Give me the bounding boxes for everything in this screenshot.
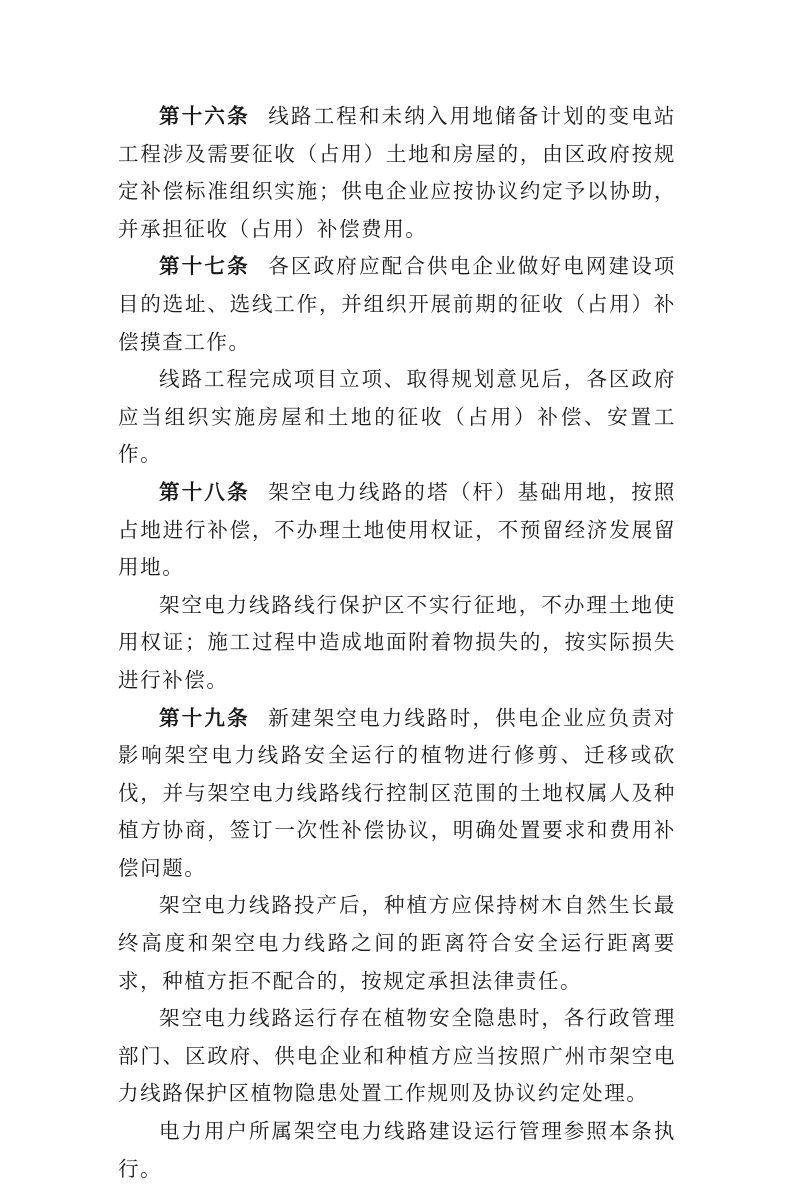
- article-17-text-2: 线路工程完成项目立项、取得规划意见后，各区政府应当组织实施房屋和土地的征收（占用）补偿、安置工作。: [118, 367, 676, 467]
- article-19-text-4: 电力用户所属架空电力线路建设运行管理参照本条执行。: [118, 1119, 676, 1181]
- article-19-title: 第十九条: [159, 705, 250, 730]
- article-19-paragraph-2: [118, 887, 676, 1000]
- article-17-paragraph-1: [118, 248, 676, 361]
- article-18-title: 第十八条: [159, 479, 250, 504]
- document-page: [118, 98, 676, 1188]
- article-17-paragraph-2: [118, 361, 676, 474]
- article-19-paragraph-1: [118, 700, 676, 888]
- article-19-paragraph-4: [118, 1113, 676, 1188]
- article-17-text-1: 各区政府应配合供电企业做好电网建设项目的选址、选线工作，并组织开展前期的征收（占用）补偿摸查工作。: [118, 254, 676, 354]
- article-18-paragraph-2: [118, 587, 676, 700]
- article-19-text-1: 新建架空电力线路时，供电企业应负责对影响架空电力线路安全运行的植物进行修剪、迁移或砍伐，并与架空电力线路线行控制区范围的土地权属人及种植方协商，签订一次性补偿协议，明确处置要求和费用补偿问题。: [118, 705, 676, 880]
- article-16-paragraph-1: [118, 98, 676, 248]
- article-16-title: 第十六条: [159, 104, 250, 128]
- article-19-text-3: 架空电力线路运行存在植物安全隐患时，各行政管理部门、区政府、供电企业和种植方应当按照广州市架空电力线路保护区植物隐患处置工作规则及协议约定处理。: [118, 1006, 676, 1106]
- article-16-text-1: 线路工程和未纳入用地储备计划的变电站工程涉及需要征收（占用）土地和房屋的，由区政府按规定补偿标准组织实施；供电企业应按协议约定予以协助，并承担征收（占用）补偿费用。: [118, 104, 676, 241]
- article-18-paragraph-1: [118, 474, 676, 587]
- article-18-text-1: 架空电力线路的塔（杆）基础用地，按照占地进行补偿，不办理土地使用权证，不预留经济发展留用地。: [118, 479, 676, 580]
- article-19-paragraph-3: [118, 1000, 676, 1113]
- article-18-text-2: 架空电力线路线行保护区不实行征地，不办理土地使用权证；施工过程中造成地面附着物损失的，按实际损失进行补偿。: [118, 592, 676, 692]
- article-17-title: 第十七条: [159, 254, 250, 279]
- article-19-text-2: 架空电力线路投产后，种植方应保持树木自然生长最终高度和架空电力线路之间的距离符合安全运行距离要求，种植方拒不配合的，按规定承担法律责任。: [118, 893, 676, 993]
